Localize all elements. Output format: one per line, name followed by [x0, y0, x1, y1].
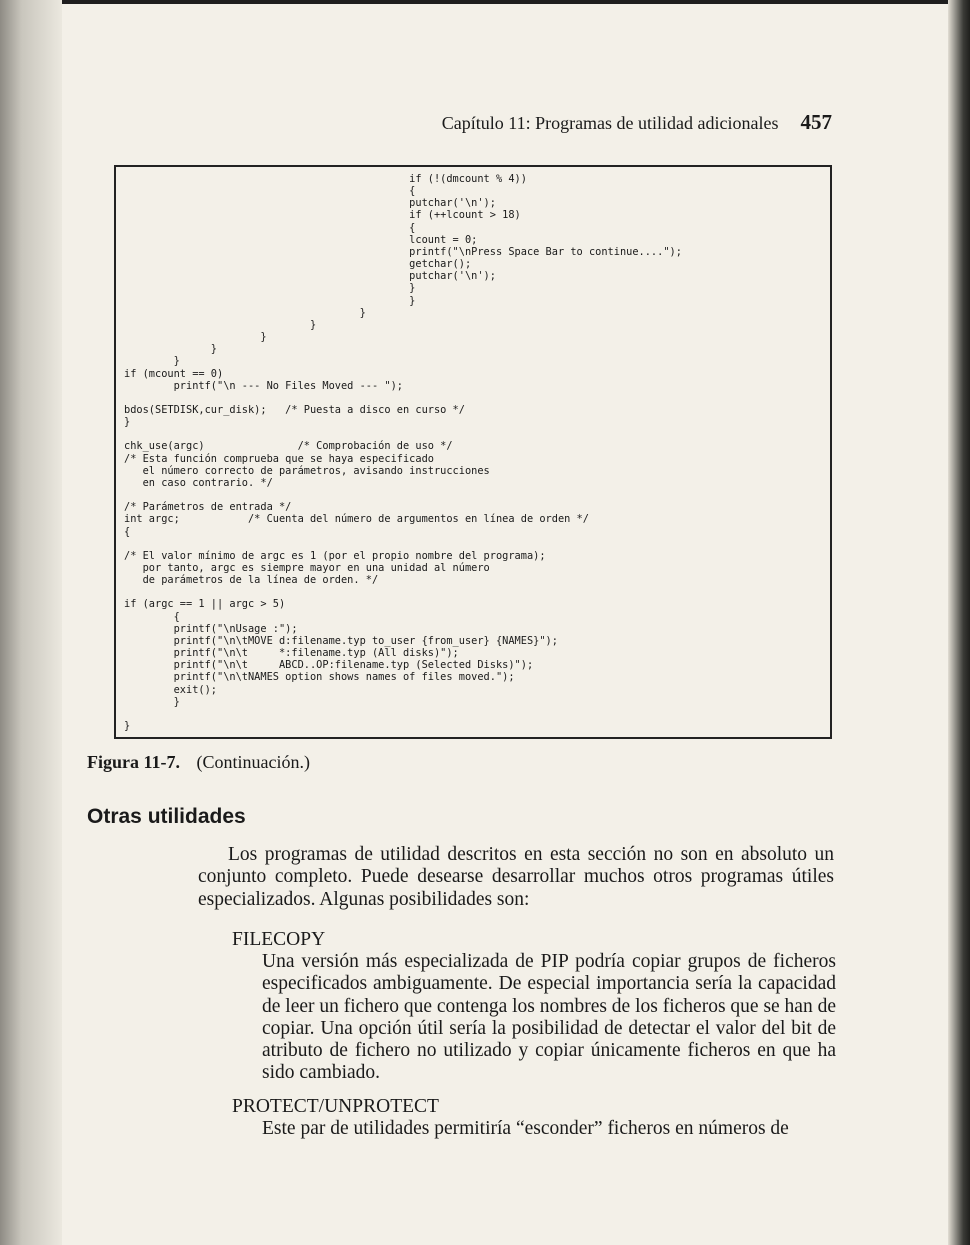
figure-caption-text: (Continuación.): [196, 752, 310, 772]
code-listing: if (!(dmcount % 4)) { putchar('\n'); if (++lcount > 18) { lcount = 0; printf("\nPress Space Bar to continue...."); getchar(); putchar('\n'); } } } } } } } if (mcount == 0) printf("\n --- No Files Moved --- "); bdos(SETDISK,cur_disk); /* Puesta a disco en curso */ } chk_use(argc) /* Comprobación de uso */ /* Esta función comprueba que se haya especificado el número correcto de parámetros, avisando instrucciones en caso contrario. */ /* Parámetros de entrada */ int argc; /* Cuenta del número de argumentos en línea de orden */ { /* El valor mínimo de argc es 1 (por el propio nombre del programa); por tanto, argc es siempre mayor en una unidad al número de parámetros de la línea de orden. */ if (argc == 1 || argc > 5) { printf("\nUsage :"); printf("\n\tMOVE d:filename.typ to_user {from_user} {NAMES}"); printf("\n\t *:filename.typ (All disks)"); printf("\n\t ABCD..OP:filename.typ (Selected Disks)"); printf("\n\tNAMES option shows names of files moved."); exit(); } }: [124, 173, 682, 733]
figure-caption: [87, 752, 310, 773]
book-gutter-shadow: [0, 0, 62, 1245]
figure-label: Figura 11-7.: [87, 752, 180, 772]
utility-term-protect: PROTECT/UNPROTECT: [232, 1096, 439, 1117]
code-listing-box: [114, 165, 832, 739]
running-header: [400, 110, 832, 138]
chapter-title: Capítulo 11: Programas de utilidad adicionales: [441, 113, 779, 133]
utility-description-filecopy: Una versión más especializada de PIP podría copiar grupos de ficheros especificados ambiguamente. De especial importancia sería la capacidad de leer un fichero que contenga los nombres de los ficheros que se han de copiar. Una opción útil sería la posibilidad de detectar el valor del bit de atributo de fichero no utilizado y copiar únicamente ficheros en que ha sido cambiado.: [262, 951, 836, 1084]
intro-paragraph: Los programas de utilidad descritos en esta sección no son en absoluto un conjunto completo. Puede desearse desarrollar muchos otros programas útiles especializados. Algunas posibilidades son:: [198, 844, 834, 910]
page-top-edge: [0, 0, 970, 4]
utility-term-filecopy: FILECOPY: [232, 929, 326, 950]
utility-description-protect: Este par de utilidades permitiría “esconder” ficheros en números de: [262, 1118, 789, 1139]
section-heading: Otras utilidades: [87, 805, 246, 828]
page-number: 457: [800, 110, 832, 134]
book-edge-shadow: [948, 0, 970, 1245]
